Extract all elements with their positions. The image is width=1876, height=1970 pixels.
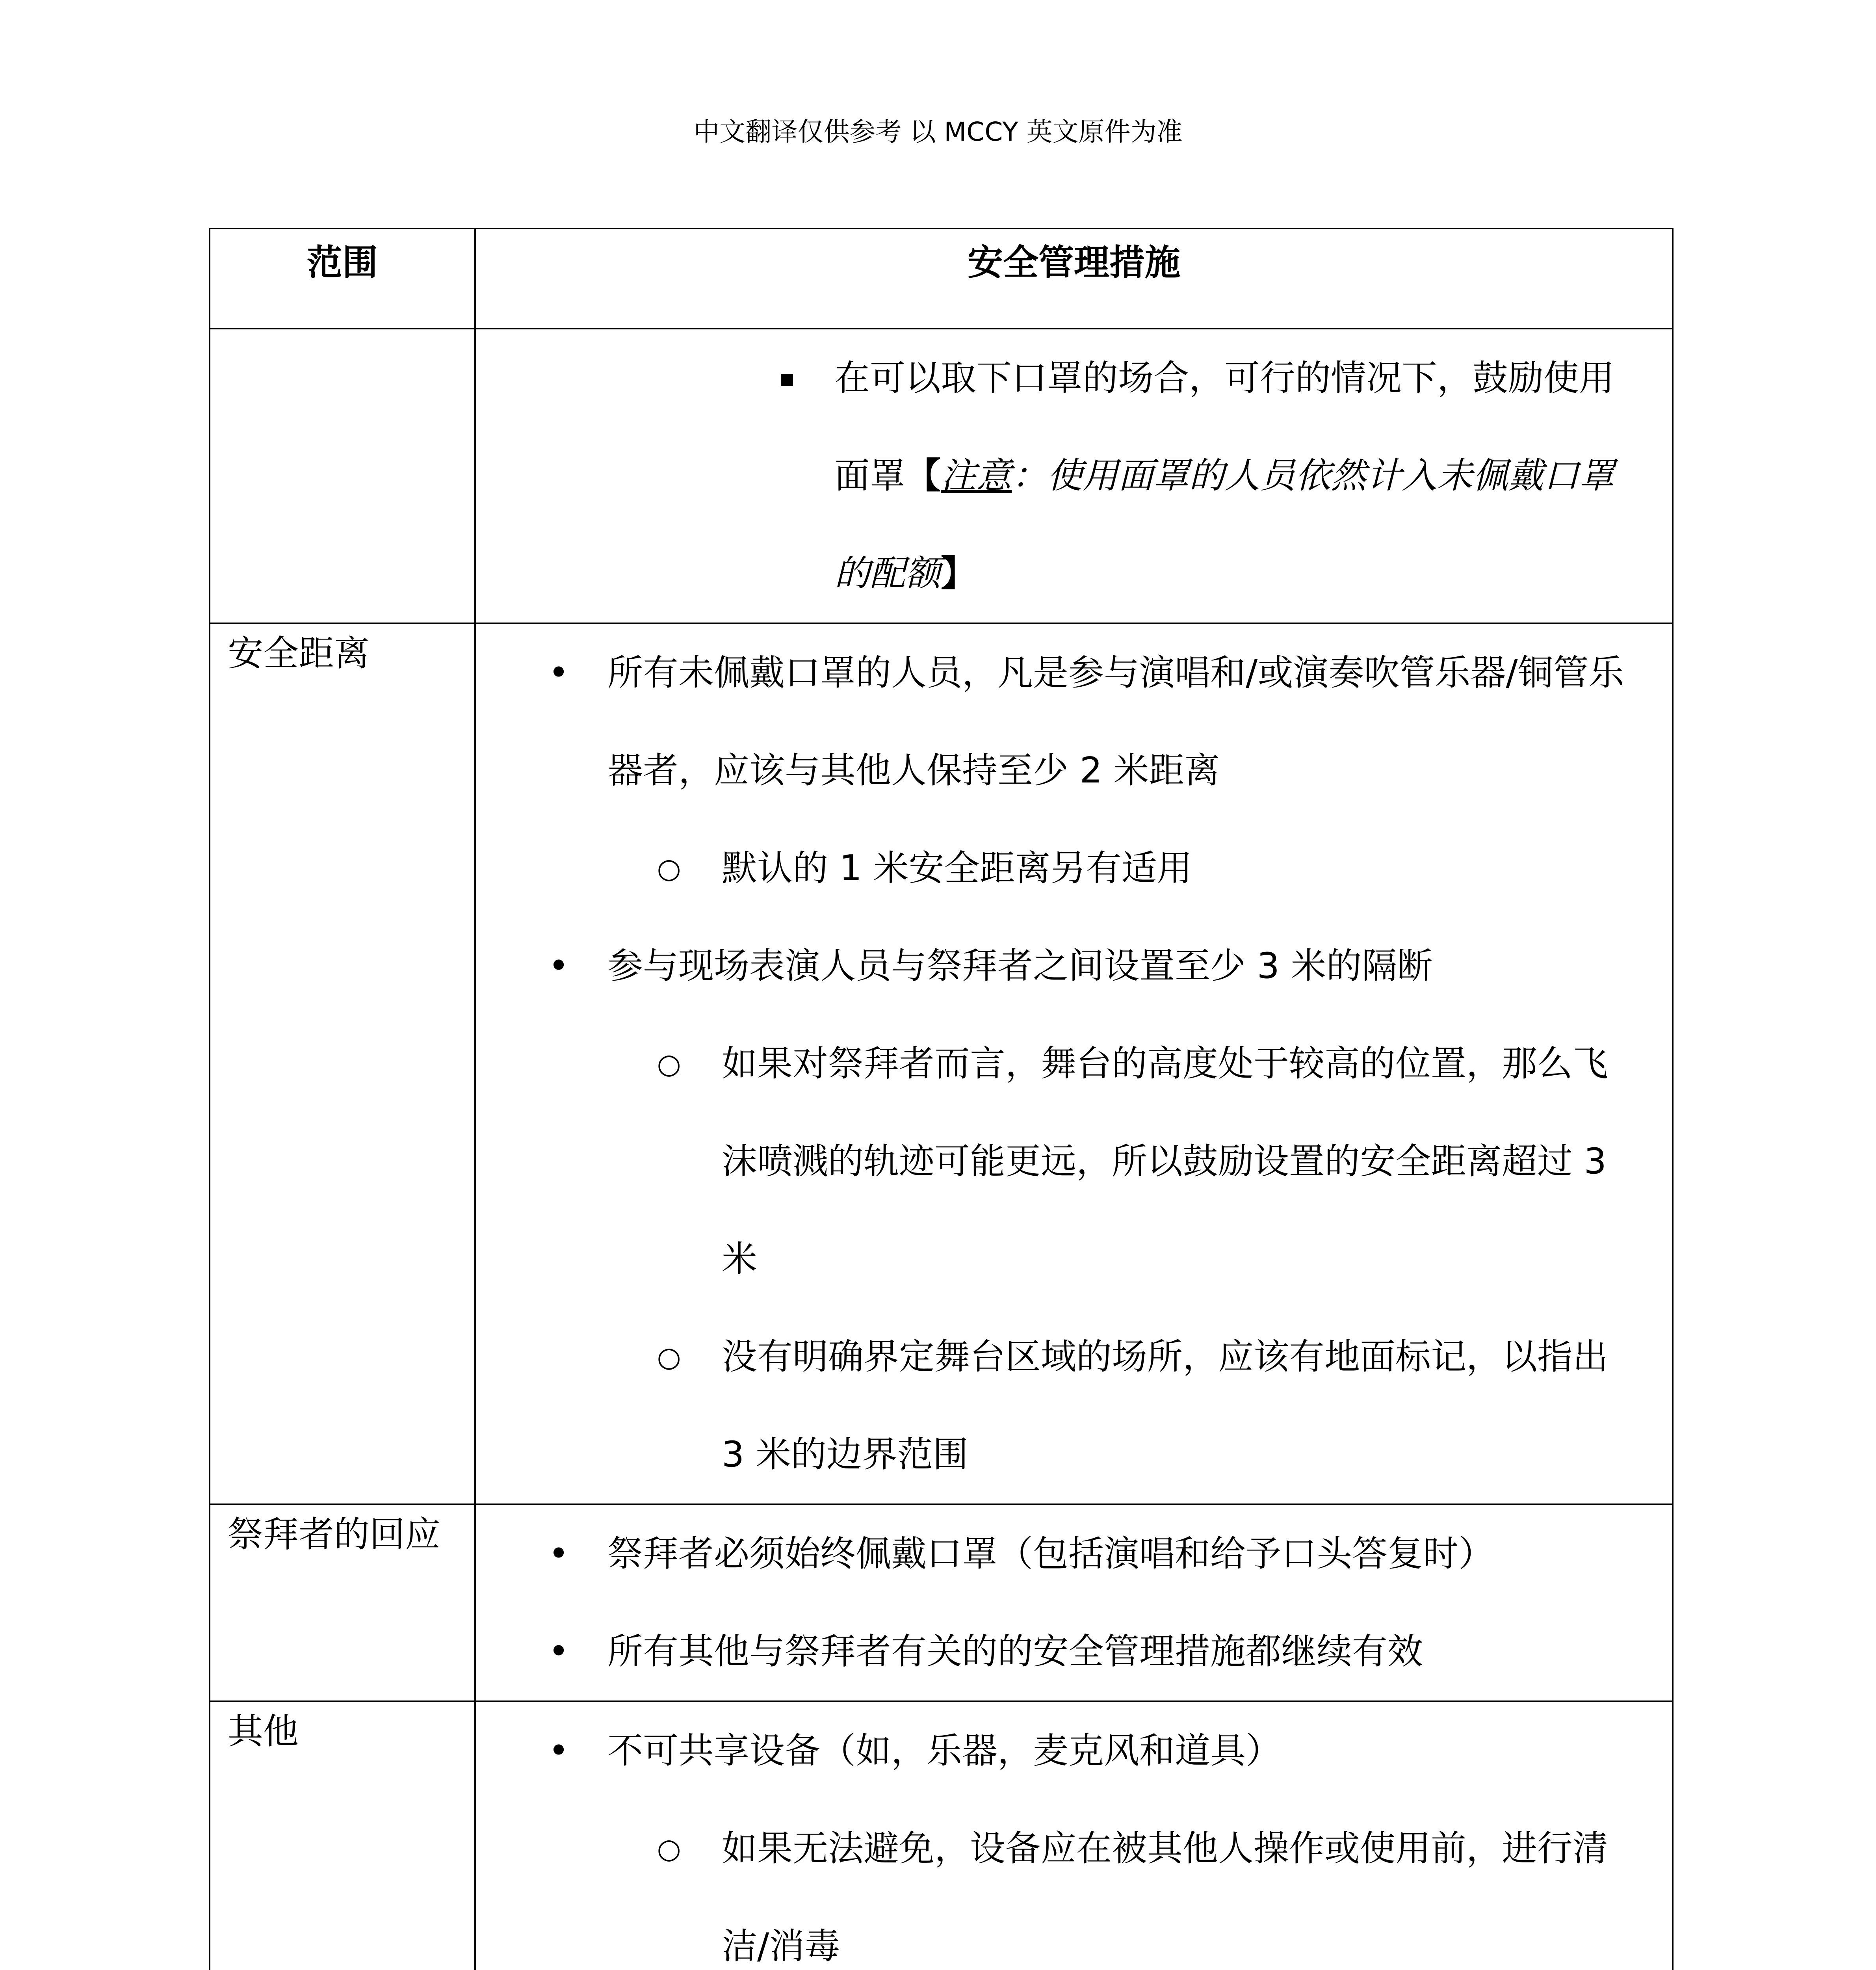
bullet-icon: • xyxy=(548,945,569,987)
measures-list xyxy=(476,624,1672,1504)
item-text: 在可以取下口罩的场合，可行的情况下，鼓励使用面罩 xyxy=(834,357,1614,496)
note-close-bracket: 】 xyxy=(941,553,976,594)
note-open-bracket: 【 xyxy=(905,455,941,496)
table-row xyxy=(210,329,1673,623)
item-text: 不可共享设备（如，乐器，麦克风和道具） xyxy=(607,1730,1281,1771)
table-header-row xyxy=(210,229,1673,329)
circle-bullet-icon: ○ xyxy=(657,1341,681,1373)
list-item xyxy=(476,1308,1672,1504)
note-text: ：使用面罩的人员依然计入未佩戴口罩的配额 xyxy=(834,455,1614,594)
list-item xyxy=(476,624,1672,820)
list-item xyxy=(476,820,1672,917)
scope-cell: 安全距离 xyxy=(210,623,475,1504)
bullet-icon: • xyxy=(548,652,569,693)
bullet-icon: • xyxy=(548,1730,569,1771)
bullet-icon: • xyxy=(548,1533,569,1574)
scope-cell: 其他 xyxy=(210,1701,475,1970)
bullet-icon: • xyxy=(548,1631,569,1672)
measures-cell xyxy=(475,1504,1673,1701)
list-item xyxy=(476,1800,1672,1970)
scope-cell: 祭拜者的回应 xyxy=(210,1504,475,1701)
list-item xyxy=(476,1015,1672,1308)
measures-cell xyxy=(475,623,1673,1504)
circle-bullet-icon: ○ xyxy=(657,1832,681,1865)
measures-list xyxy=(476,1702,1672,1970)
list-item xyxy=(476,1505,1672,1603)
measures-list xyxy=(476,329,1672,623)
scope-cell xyxy=(210,329,475,623)
circle-bullet-icon: ○ xyxy=(657,852,681,885)
table-row xyxy=(210,1701,1673,1970)
item-text: 参与现场表演人员与祭拜者之间设置至少 3 米的隔断 xyxy=(607,945,1433,987)
measures-cell xyxy=(475,1701,1673,1970)
item-text: 所有其他与祭拜者有关的的安全管理措施都继续有效 xyxy=(607,1631,1423,1672)
item-text: 默认的 1 米安全距离另有适用 xyxy=(722,847,1192,889)
item-text: 如果无法避免，设备应在被其他人操作或使用前，进行清洁/消毒 xyxy=(722,1828,1608,1967)
square-bullet-icon: ▪ xyxy=(779,364,795,392)
table-row xyxy=(210,1504,1673,1701)
list-item xyxy=(476,917,1672,1015)
item-text: 如果对祭拜者而言，舞台的高度处于较高的位置，那么飞沫喷溅的轨迹可能更远，所以鼓励设置的安全距离超过 3 米 xyxy=(722,1043,1608,1280)
item-text: 祭拜者必须始终佩戴口罩（包括演唱和给予口头答复时） xyxy=(607,1533,1494,1574)
item-text: 没有明确界定舞台区域的场所，应该有地面标记，以指出 3 米的边界范围 xyxy=(722,1336,1608,1475)
page-header: 中文翻译仅供参考 以 MCCY 英文原件为准 xyxy=(693,117,1183,147)
note-label: 注意 xyxy=(941,455,1012,496)
measures-list xyxy=(476,1505,1672,1701)
list-item xyxy=(476,329,1672,623)
item-text: 所有未佩戴口罩的人员，凡是参与演唱和/或演奏吹管乐器/铜管乐器者，应该与其他人保持至少 2 米距离 xyxy=(607,652,1624,791)
column-header-scope: 范围 xyxy=(210,229,475,329)
circle-bullet-icon: ○ xyxy=(657,1048,681,1080)
list-item xyxy=(476,1603,1672,1701)
column-header-measures: 安全管理措施 xyxy=(475,229,1673,329)
list-item xyxy=(476,1702,1672,1800)
safety-measures-table xyxy=(209,228,1674,1970)
table-row xyxy=(210,623,1673,1504)
measures-cell xyxy=(475,329,1673,623)
